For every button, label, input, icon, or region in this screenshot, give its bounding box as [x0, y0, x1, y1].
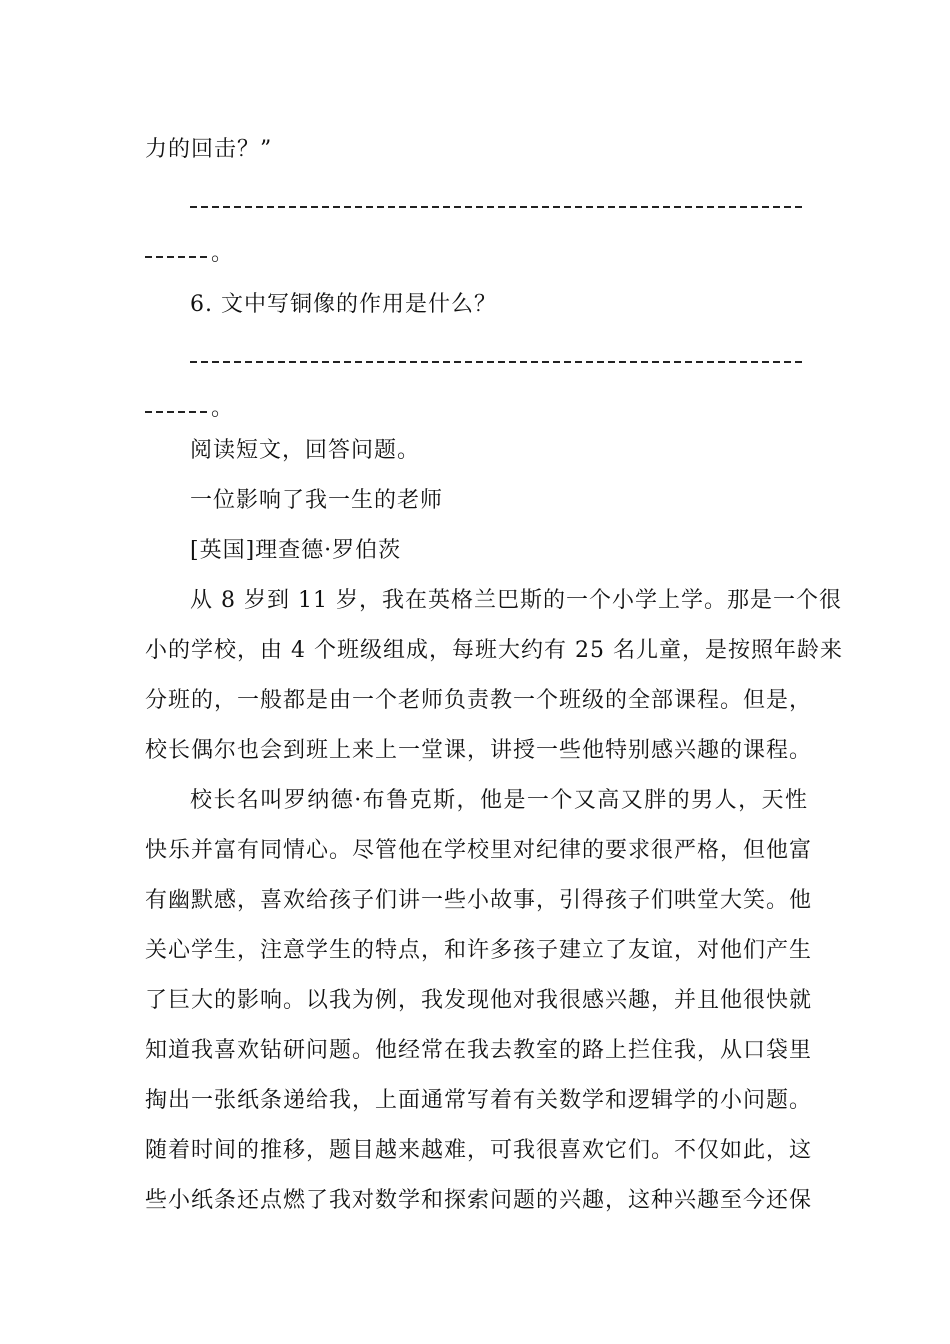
paragraph-1-line: 小的学校，由 4 个班级组成，每班大约有 25 名儿童，是按照年龄来 — [145, 638, 843, 663]
paragraph-2-line: 了巨大的影响。以我为例，我发现他对我很感兴趣，并且他很快就 — [145, 988, 813, 1013]
paragraph-2-line: 掏出一张纸条递给我，上面通常写着有关数学和逻辑学的小问题。 — [145, 1088, 813, 1113]
paragraph-2-line: 校长名叫罗纳德·布鲁克斯，他是一个又高又胖的男人，天性 — [190, 788, 808, 813]
answer-blank-tail-2 — [145, 411, 211, 413]
paragraph-1-line: 从 8 岁到 11 岁，我在英格兰巴斯的一个小学上学。那是一个很 — [190, 588, 842, 613]
paragraph-1-line: 分班的，一般都是由一个老师负责教一个班级的全部课程。但是， — [145, 688, 813, 713]
paragraph-2-line: 知道我喜欢钻研问题。他经常在我去教室的路上拦住我，从口袋里 — [145, 1038, 813, 1063]
question-6: 6. 文中写铜像的作用是什么？ — [190, 292, 497, 317]
reading-instruction: 阅读短文，回答问题。 — [190, 438, 421, 463]
text-line-continuation: 力的回击？” — [145, 137, 273, 162]
paragraph-2-line: 快乐并富有同情心。尽管他在学校里对纪律的要求很严格，但他富 — [145, 838, 813, 863]
answer-blank-period-1: 。 — [211, 241, 234, 266]
article-title: 一位影响了我一生的老师 — [190, 488, 444, 513]
paragraph-2-line: 随着时间的推移，题目越来越难，可我很喜欢它们。不仅如此，这 — [145, 1138, 813, 1163]
answer-blank-line-2 — [190, 361, 805, 363]
paragraph-1-line: 校长偶尔也会到班上来上一堂课，讲授一些他特别感兴趣的课程。 — [145, 738, 813, 763]
answer-blank-period-2: 。 — [211, 396, 234, 421]
answer-blank-tail-1 — [145, 256, 211, 258]
article-author: [英国]理查德·罗伯茨 — [190, 538, 402, 563]
paragraph-2-line: 些小纸条还点燃了我对数学和探索问题的兴趣，这种兴趣至今还保 — [145, 1188, 813, 1213]
paragraph-2-line: 关心学生，注意学生的特点，和许多孩子建立了友谊，对他们产生 — [145, 938, 813, 963]
answer-blank-line-1 — [190, 206, 805, 208]
paragraph-2-line: 有幽默感，喜欢给孩子们讲一些小故事，引得孩子们哄堂大笑。他 — [145, 888, 813, 913]
